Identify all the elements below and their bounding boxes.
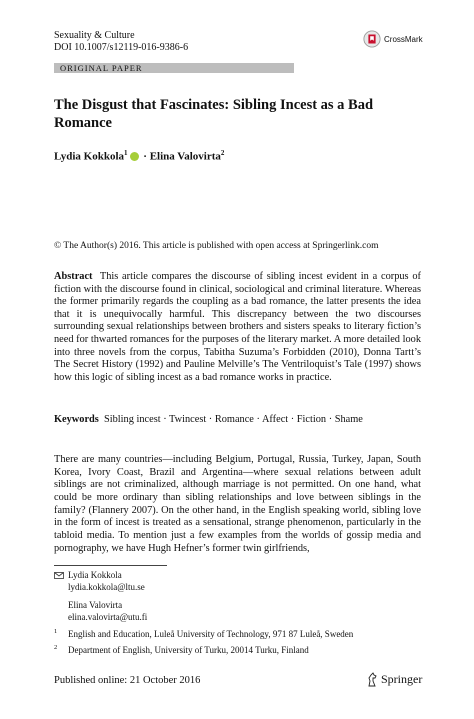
- crossmark-badge[interactable]: [363, 30, 423, 48]
- affiliation-number: 2: [54, 644, 58, 651]
- contact-name-1: Lydia Kokkola: [68, 570, 122, 580]
- contact-email-2[interactable]: elina.valovirta@utu.fi: [68, 612, 148, 622]
- abstract-text: This article compares the discourse of sibling incest evident in a corpus of fiction with the discourse found in clinical, sociological and criminal literature. Whereas the former primarily regards the coupling as a bad romance, the latter presents the idea that it is unequivocally harmful. This discrepancy between the two discourses surrounding sexual relationships between brothers and sisters speaks to literary fiction’s need for thwarted romances for the purposes of the literary market. A more detailed look into three novels from the corpus, Tabitha Suzuma’s Forbidden (2010), Donna Tartt’s The Secret History (1992) and Pauline Melville’s The Ventriloquist’s Tale (1997) shows how this logic of sibling incest as a bad romance works in practice.: [54, 271, 421, 383]
- body-paragraph: There are many countries—including Belgium, Portugal, Russia, Turkey, Japan, South Korea, Ivory Coast, Brazil and Argentina—where sexual relations between adult siblings are not criminalized, although marriage is not permitted. On one hand, what could be more ordinary than sibling relationships and love between siblings in the family? (Flannery 2007). On the other hand, in the English speaking world, sibling love in the form of incest is treated as a sensational, strange phenomenon, particularly in the tabloid media. To mention just a few examples from the worlds of gossip media and pornography, we have Hugh Hefner’s former twin girlfriends,: [54, 454, 421, 554]
- crossmark-label: CrossMark: [384, 34, 423, 44]
- abstract: [54, 271, 421, 384]
- journal-header: [54, 30, 188, 54]
- footnote-divider: [54, 565, 167, 566]
- orcid-icon[interactable]: [130, 152, 139, 161]
- author-list: [54, 146, 224, 164]
- author-2-affiliation-mark: 2: [220, 149, 225, 157]
- contact-name-2: Elina Valovirta: [68, 600, 123, 610]
- contact-email-1[interactable]: lydia.kokkola@ltu.se: [68, 582, 145, 592]
- crossmark-icon: [363, 30, 381, 48]
- title-line-1: The Disgust that Fascinates: Sibling Incest as a Bad: [54, 97, 374, 113]
- affiliation-text: English and Education, Luleå University of Technology, 971 87 Luleå, Sweden: [68, 629, 354, 639]
- published-date: Published online: 21 October 2016: [54, 675, 201, 686]
- keywords-heading: Keywords: [54, 414, 99, 425]
- keywords-text: Sibling incest · Twincest · Romance · Affect · Fiction · Shame: [104, 414, 363, 425]
- author-separator: ·: [140, 150, 150, 163]
- journal-name: Sexuality & Culture: [54, 30, 135, 41]
- journal-doi[interactable]: DOI 10.1007/s12119-016-9386-6: [54, 42, 189, 53]
- springer-horse-icon: [367, 672, 378, 687]
- author-name-2[interactable]: Elina Valovirta: [149, 150, 221, 163]
- keywords: [54, 414, 421, 427]
- article-title: [54, 96, 424, 132]
- springer-label: Springer: [381, 672, 423, 686]
- affiliation-number: 1: [54, 628, 58, 635]
- author-name-1[interactable]: Lydia Kokkola: [54, 150, 125, 163]
- author-1-affiliation-mark: 1: [124, 149, 128, 157]
- envelope-icon: [54, 572, 64, 579]
- affiliation-text: Department of English, University of Turku, 20014 Turku, Finland: [68, 645, 309, 655]
- abstract-heading: Abstract: [54, 271, 93, 282]
- paper-type: ORIGINAL PAPER: [60, 63, 143, 73]
- springer-logo[interactable]: [367, 672, 422, 687]
- title-line-2: Romance: [54, 115, 112, 131]
- copyright-notice: © The Author(s) 2016. This article is published with open access at Springerlink.com: [54, 241, 379, 251]
